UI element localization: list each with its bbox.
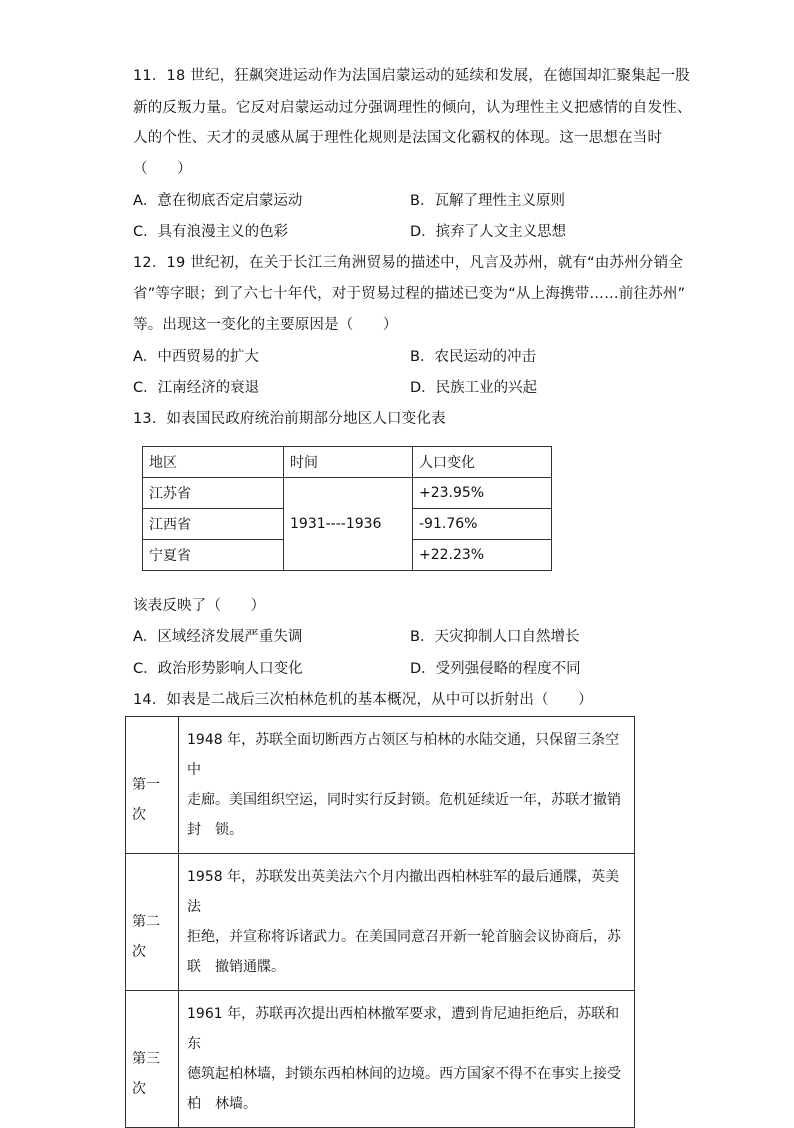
q11-option-d[interactable]: D．摈弃了人文主义思想 [410, 224, 567, 240]
table-row [143, 478, 552, 509]
q12-stem-line-3: 等。出现这一变化的主要原因是（ ） [133, 317, 398, 333]
crisis-label-cell [126, 991, 179, 1128]
description-line: 德筑起柏林墙，封锁东西柏林间的边境。西方国家不得不在事实上接受 [187, 1066, 621, 1082]
crisis-label-cell [126, 854, 179, 991]
q12-option-b[interactable]: B．农民运动的冲击 [410, 349, 536, 365]
q13-population-table [142, 446, 552, 571]
q14-berlin-crisis-table [125, 716, 635, 1128]
region-cell: 宁夏省 [143, 540, 284, 571]
description-line: 走廊。美国组织空运，同时实行反封锁。危机延续近一年，苏联才撤销 [187, 792, 621, 808]
header-period: 时间 [284, 447, 413, 478]
change-cell: +23.95% [413, 478, 552, 509]
description-line: 联 撤销通牒。 [187, 959, 285, 975]
q11-stem-line-3: 人的个性、天才的灵感从属于理性化规则是法国文化霸权的体现。这一思想在当时 [133, 130, 663, 146]
q11-stem-line-2: 新的反叛力量。它反对启蒙运动过分强调理性的倾向，认为理性主义把感情的自发性、 [133, 100, 692, 116]
q13-option-d[interactable]: D．受列强侵略的程度不同 [410, 661, 581, 677]
q13-option-c[interactable]: C．政治形势影响人口变化 [133, 661, 303, 677]
description-line: 封 锁。 [187, 822, 243, 838]
crisis-label-line: 第二 [132, 914, 160, 930]
crisis-label-line: 次 [132, 1081, 146, 1097]
q13-option-b[interactable]: B．天灾抑制人口自然增长 [410, 629, 580, 645]
table-row [126, 991, 635, 1128]
change-cell: +22.23% [413, 540, 552, 571]
change-cell: -91.76% [413, 509, 552, 540]
crisis-label-line: 次 [132, 807, 146, 823]
q13-after-text: 该表反映了（ ） [133, 598, 266, 614]
q13-option-a[interactable]: A．区域经济发展严重失调 [133, 629, 303, 645]
header-region: 地区 [143, 447, 284, 478]
description-line: 1948 年，苏联全面切断西方占领区与柏林的水陆交通，只保留三条空中 [187, 732, 620, 778]
crisis-label-cell [126, 717, 179, 854]
q12-option-c[interactable]: C．江南经济的衰退 [133, 380, 260, 396]
q11-stem-line-1: 11．18 世纪，狂飙突进运动作为法国启蒙运动的延续和发展，在德国却汇聚集起一股 [133, 68, 691, 84]
description-line: 1958 年，苏联发出英美法六个月内撤出西柏林驻军的最后通牒，英美法 [187, 869, 620, 915]
crisis-description-cell [179, 854, 635, 991]
header-change: 人口变化 [413, 447, 552, 478]
crisis-description-cell [179, 991, 635, 1128]
q11-option-a[interactable]: A．意在彻底否定启蒙运动 [133, 193, 303, 209]
table-header-row [143, 447, 552, 478]
period-cell: 1931----1936 [284, 478, 413, 571]
q11-option-c[interactable]: C．具有浪漫主义的色彩 [133, 224, 289, 240]
crisis-label-line: 第三 [132, 1051, 160, 1067]
table-row [126, 717, 635, 854]
region-cell: 江苏省 [143, 478, 284, 509]
q11-option-b[interactable]: B．瓦解了理性主义原则 [410, 193, 565, 209]
region-cell: 江西省 [143, 509, 284, 540]
q11-stem-line-4: （ ） [133, 161, 192, 177]
description-line: 拒绝，并宣称将诉诸武力。在美国同意召开新一轮首脑会议协商后，苏 [187, 929, 621, 945]
crisis-label-line: 次 [132, 944, 146, 960]
q14-stem: 14．如表是二战后三次柏林危机的基本概况，从中可以折射出（ ） [133, 692, 593, 708]
crisis-label-line: 第一 [132, 777, 160, 793]
crisis-description-cell [179, 717, 635, 854]
q13-stem: 13．如表国民政府统治前期部分地区人口变化表 [133, 411, 446, 427]
q12-option-a[interactable]: A．中西贸易的扩大 [133, 349, 259, 365]
q12-stem-line-2: 省”等字眼；到了六七十年代，对于贸易过程的描述已变为“从上海携带……前往苏州” [133, 286, 686, 302]
table-row [126, 854, 635, 991]
q12-option-d[interactable]: D．民族工业的兴起 [410, 380, 538, 396]
description-line: 1961 年，苏联再次提出西柏林撤军要求，遭到肯尼迪拒绝后，苏联和东 [187, 1006, 620, 1052]
description-line: 柏 林墙。 [187, 1096, 257, 1112]
q12-stem-line-1: 12．19 世纪初，在关于长江三角洲贸易的描述中，凡言及苏州，就有“由苏州分销全 [133, 255, 684, 271]
